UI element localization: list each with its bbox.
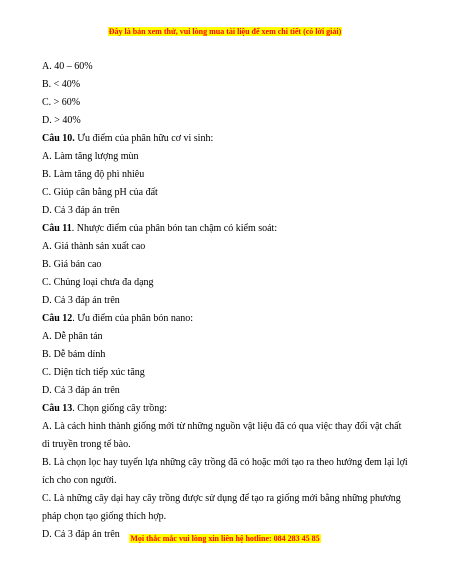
option-prev-a: A. 40 – 60%	[42, 61, 93, 72]
document-body	[42, 58, 410, 544]
q13-option-a: A. Là cách hình thành giống mới từ những nguồn vật liệu đã có qua việc thay đổi vật chất di truyền trong tế bào.	[42, 421, 402, 450]
q11-option-c: C. Chủng loại chưa đa dạng	[42, 277, 154, 288]
q12-option-a: A. Dễ phân tán	[42, 331, 103, 342]
q12-option-d: D. Cả 3 đáp án trên	[42, 385, 120, 396]
hotline-text: Mọi thắc mắc vui lòng xin liên hệ hotline: 084 283 45 85	[130, 534, 320, 543]
question-13-label: Câu 13	[42, 403, 73, 414]
q11-option-d: D. Cả 3 đáp án trên	[42, 295, 120, 306]
q13-option-b: B. Là chọn lọc hay tuyển lựa những cây trồng đã có hoặc mới tạo ra theo hướng đem lại lợi ích cho con người.	[42, 457, 408, 486]
q12-option-c: C. Diện tích tiếp xúc tăng	[42, 367, 145, 378]
q11-option-b: B. Giá bán cao	[42, 259, 102, 270]
question-13-text: . Chọn giống cây trồng:	[72, 403, 168, 414]
option-prev-c: C. > 60%	[42, 97, 81, 108]
q10-option-b: B. Làm tăng độ phì nhiêu	[42, 169, 145, 180]
q12-option-b: B. Dễ bám dính	[42, 349, 106, 360]
question-10-text: Ưu điểm của phân hữu cơ vi sinh:	[74, 133, 214, 144]
q10-option-c: C. Giúp cân bằng pH của đất	[42, 187, 158, 198]
question-13	[42, 400, 410, 418]
q13-option-d: D. Cả 3 đáp án trên	[42, 529, 120, 540]
question-11-text: . Nhược điểm của phân bón tan chậm có kiểm soát:	[71, 223, 278, 234]
option-prev-b: B. < 40%	[42, 79, 81, 90]
question-12-label: Câu 12	[42, 313, 73, 324]
preview-notice-text: Đây là bản xem thử, vui lòng mua tài liệu để xem chi tiết (có lời giải)	[108, 27, 342, 36]
question-11	[42, 220, 410, 238]
option-prev-d: D. > 40%	[42, 115, 81, 126]
q10-option-a: A. Làm tăng lượng mùn	[42, 151, 139, 162]
question-11-label: Câu 11	[42, 223, 72, 234]
question-10	[42, 130, 410, 148]
preview-notice-banner	[0, 26, 450, 37]
question-12	[42, 310, 410, 328]
question-12-text: . Ưu điểm của phân bón nano:	[72, 313, 194, 324]
q13-option-c: C. Là những cây dại hay cây trồng được sử dụng để tạo ra giống mới bằng những phương pháp chọn tạo giống thích hợp.	[42, 493, 401, 522]
hotline-banner	[0, 533, 450, 544]
q10-option-d: D. Cả 3 đáp án trên	[42, 205, 120, 216]
q11-option-a: A. Giá thành sản xuất cao	[42, 241, 146, 252]
question-10-label: Câu 10.	[42, 133, 75, 144]
